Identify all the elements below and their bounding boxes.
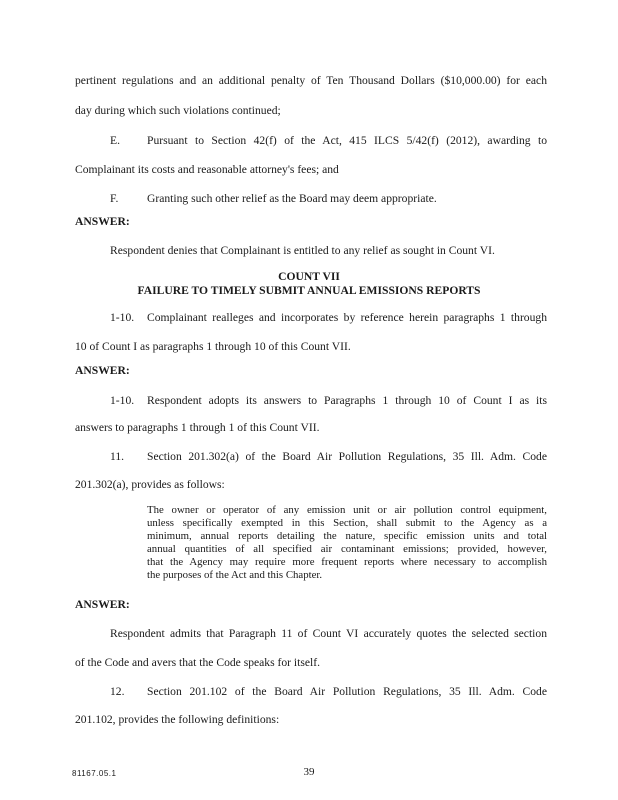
quote-line: minimum, annual reports detailing the nature, specific emission units and total [147,530,547,542]
item-letter-f: F. [110,192,119,205]
paragraph-text: Complainant realleges and incorporates by reference herein paragraphs 1 through [147,311,547,324]
quote-line: unless specifically exempted in this Section, shall submit to the Agency as a [147,517,547,529]
paragraph-number: 1-10. [110,311,135,324]
quote-line: that the Agency may require more frequent reports where necessary to accomplish [147,556,547,568]
item-letter-e: E. [110,134,120,147]
block-quote [147,504,547,582]
document-id: 81167.05.1 [72,769,117,778]
item-f-text: Granting such other relief as the Board may deem appropriate. [147,192,437,205]
answer-text: Respondent denies that Complainant is entitled to any relief as sought in Count VI. [110,244,495,257]
item-e-text: Pursuant to Section 42(f) of the Act, 415 ILCS 5/42(f) (2012), awarding to [147,134,547,147]
answer-heading: ANSWER: [75,598,130,611]
paragraph-continuation: answers to paragraphs 1 through 1 of this Count VII. [75,421,320,434]
paragraph-continuation: 10 of Count I as paragraphs 1 through 10 of this Count VII. [75,340,351,353]
paragraph-text: Respondent adopts its answers to Paragraphs 1 through 10 of Count I as its [147,394,547,407]
quote-line: The owner or operator of any emission unit or air pollution control equipment, [147,504,547,516]
paragraph-number: 11. [110,450,125,463]
paragraph-continuation: 201.102, provides the following definitions: [75,713,280,726]
quote-line: annual quantities of all specified air contaminant emissions; provided, however, [147,543,547,555]
quote-line: the purposes of the Act and this Chapter. [147,569,323,581]
answer-heading: ANSWER: [75,364,130,377]
paragraph-text: Section 201.302(a) of the Board Air Pollution Regulations, 35 Ill. Adm. Code [147,450,547,463]
item-e-continuation: Complainant its costs and reasonable attorney's fees; and [75,163,339,176]
paragraph-continuation: 201.302(a), provides as follows: [75,478,225,491]
answer-text: Respondent admits that Paragraph 11 of Count VI accurately quotes the selected section [110,627,547,640]
count-title: COUNT VII [278,270,340,283]
page-number: 39 [303,766,315,778]
paragraph-number: 12. [110,685,125,698]
paragraph-number: 1-10. [110,394,135,407]
body-line: day during which such violations continued; [75,104,281,117]
answer-continuation: of the Code and avers that the Code speaks for itself. [75,656,321,669]
count-subtitle: FAILURE TO TIMELY SUBMIT ANNUAL EMISSIONS REPORTS [137,284,481,297]
body-line: pertinent regulations and an additional penalty of Ten Thousand Dollars ($10,000.00) for each [75,74,547,87]
paragraph-text: Section 201.102 of the Board Air Pollution Regulations, 35 Ill. Adm. Code [147,685,547,698]
answer-heading: ANSWER: [75,215,130,228]
